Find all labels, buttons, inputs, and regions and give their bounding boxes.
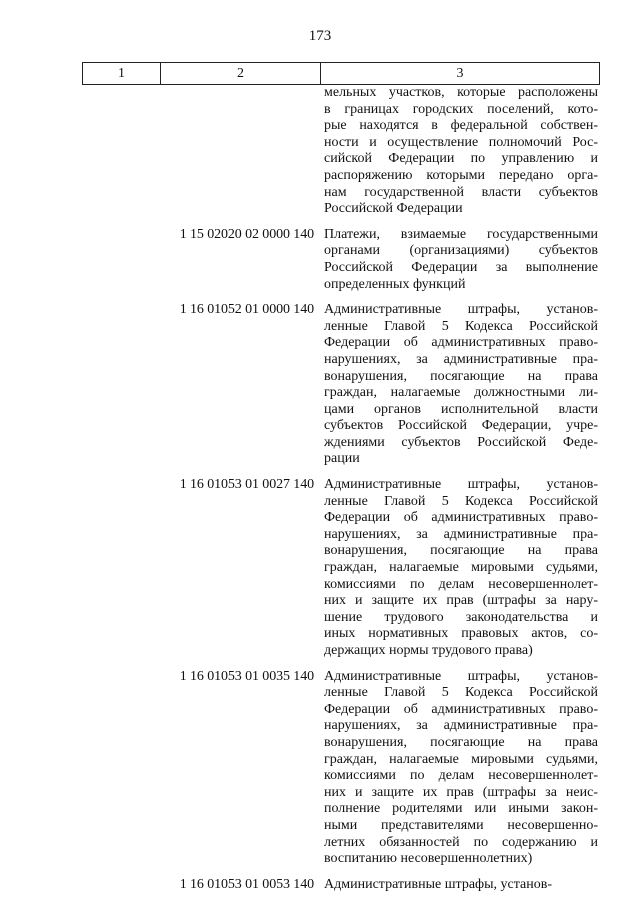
description-line: иных нормативных правовых актов, со-: [324, 626, 598, 642]
description-line: граждан, налагаемые мировыми судьями,: [324, 560, 598, 576]
description-line: летних обязанностей по содержанию и: [324, 834, 598, 850]
table-row: [82, 477, 600, 660]
table-row: [82, 227, 600, 293]
description-line: сийской Федерации по управлению и: [324, 151, 598, 167]
income-description: [320, 477, 600, 660]
description-line: рации: [324, 451, 360, 467]
description-line: воспитанию несовершеннолетних): [324, 851, 533, 867]
row-spacer: [82, 293, 600, 302]
description-line: ленные Главой 5 Кодекса Российской: [324, 493, 598, 509]
description-line: Федерации об административных право-: [324, 701, 598, 717]
table-body: [82, 85, 600, 893]
table-row: [82, 669, 600, 868]
budget-code: 1 16 01052 01 0000 140: [179, 302, 314, 318]
description-line: вонарушения, посягающие на права: [324, 543, 598, 559]
description-line: них и защите их прав (штрафы за нару-: [324, 593, 598, 609]
description-line: мельных участков, которые расположены: [324, 85, 598, 100]
description-line: Административные штрафы, установ-: [324, 302, 598, 318]
description-line: комиссиями по делам несовершеннолет-: [324, 576, 598, 592]
table-header: [82, 62, 600, 85]
description-line: комиссиями по делам несовершеннолет-: [324, 768, 598, 784]
table-row: [82, 85, 600, 218]
description-line: вонарушения, посягающие на права: [324, 368, 598, 384]
row-spacer: [82, 868, 600, 877]
description-line: субъектов Российской Федерации, учре-: [324, 418, 598, 434]
description-line: граждан, налагаемые должностными ли-: [324, 385, 598, 401]
table-row: [82, 302, 600, 468]
description-line: нарушениях, за административные пра-: [324, 351, 598, 367]
description-line: ности и осуществление полномочий Рос-: [324, 134, 598, 150]
page-number: 173: [308, 28, 332, 44]
description-line: Административные штрафы, установ-: [324, 477, 598, 493]
description-line: Административные штрафы, установ-: [324, 668, 598, 684]
income-description: [320, 877, 600, 894]
header-col-1: 1: [83, 63, 161, 84]
income-description: [320, 302, 600, 468]
description-line: ленные Главой 5 Кодекса Российской: [324, 685, 598, 701]
description-line: Российской Федерации: [324, 201, 463, 217]
budget-code: [82, 85, 320, 218]
income-description: [320, 669, 600, 868]
header-col-2: 2: [161, 63, 321, 84]
budget-code: 1 16 01053 01 0053 140: [179, 876, 314, 892]
description-line: Федерации об административных право-: [324, 510, 598, 526]
budget-code: 1 15 02020 02 0000 140: [179, 226, 314, 242]
budget-code: 1 16 01053 01 0027 140: [179, 477, 314, 493]
description-line: граждан, налагаемые мировыми судьями,: [324, 751, 598, 767]
table-row: [82, 877, 600, 894]
description-line: Административные штрафы, установ-: [324, 876, 552, 892]
description-line: определенных функций: [324, 276, 466, 292]
description-line: в границах городских поселений, кото-: [324, 101, 598, 117]
row-spacer: [82, 218, 600, 227]
description-line: цами органов исполнительной власти: [324, 401, 598, 417]
description-line: органами (организациями) субъектов: [324, 243, 598, 259]
description-line: распоряжению которыми передано орга-: [324, 167, 598, 183]
description-line: нарушениях, за административные пра-: [324, 718, 598, 734]
description-line: ными представителями несовершенно-: [324, 817, 598, 833]
description-line: Платежи, взимаемые государственными: [324, 226, 598, 242]
description-line: ленные Главой 5 Кодекса Российской: [324, 318, 598, 334]
description-line: Российской Федерации за выполнение: [324, 259, 598, 275]
description-line: держащих нормы трудового права): [324, 643, 533, 658]
row-spacer: [82, 468, 600, 477]
description-line: них и защите их прав (штрафы за неис-: [324, 784, 598, 800]
description-line: шение трудового законодательства и: [324, 609, 598, 625]
description-line: нарушениях, за административные пра-: [324, 526, 598, 542]
description-line: Федерации об административных право-: [324, 335, 598, 351]
income-description: [320, 85, 600, 218]
description-line: нам государственной власти субъектов: [324, 184, 598, 200]
description-line: полнение родителями или иными закон-: [324, 801, 598, 817]
row-spacer: [82, 660, 600, 669]
description-line: рые находятся в федеральной собствен-: [324, 118, 598, 134]
header-col-3: 3: [456, 65, 464, 81]
description-line: ждениями субъектов Российской Феде-: [324, 434, 598, 450]
budget-code: 1 16 01053 01 0035 140: [179, 668, 314, 684]
description-line: вонарушения, посягающие на права: [324, 734, 598, 750]
income-description: [320, 227, 600, 293]
